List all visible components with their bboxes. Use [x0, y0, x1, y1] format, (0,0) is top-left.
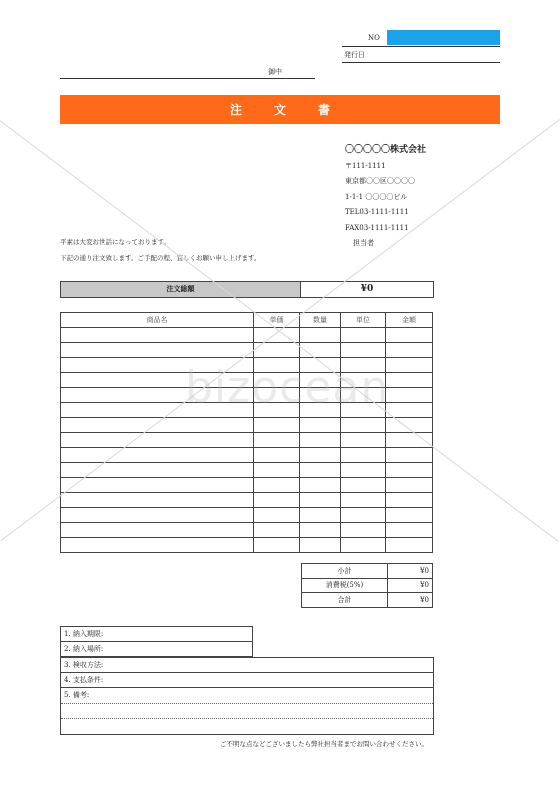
order-total-value: ¥0 — [360, 284, 374, 294]
watermark-text: bizocean — [185, 362, 390, 413]
item-unit-cell[interactable] — [341, 433, 386, 448]
items-table — [60, 312, 433, 553]
item-unit-price-cell[interactable] — [254, 418, 300, 433]
item-row — [61, 523, 433, 538]
recipient-underline — [60, 78, 315, 79]
condition-payment[interactable] — [60, 673, 434, 688]
item-amount-cell[interactable] — [386, 523, 433, 538]
no-underline — [342, 46, 500, 47]
item-amount-cell[interactable] — [386, 388, 433, 403]
item-unit-cell[interactable] — [341, 343, 386, 358]
item-amount-cell[interactable] — [386, 418, 433, 433]
item-unit-price-cell[interactable] — [254, 493, 300, 508]
issue-date-label: 発行日 — [344, 51, 365, 59]
item-product-cell[interactable] — [61, 523, 254, 538]
item-quantity-cell[interactable] — [300, 538, 341, 553]
document-title-bar — [60, 95, 500, 124]
tax-row — [302, 578, 433, 593]
subtotal-label: 小計 — [302, 564, 388, 579]
company-block — [345, 143, 426, 252]
item-amount-cell[interactable] — [386, 358, 433, 373]
item-amount-cell[interactable] — [386, 478, 433, 493]
item-quantity-cell[interactable] — [300, 508, 341, 523]
order-total-box — [60, 281, 434, 298]
item-quantity-cell[interactable] — [300, 523, 341, 538]
item-row — [61, 328, 433, 343]
notes-dotted-line-1 — [61, 703, 433, 704]
item-unit-cell[interactable] — [341, 418, 386, 433]
greeting-line1: 平素は大変お世話になっております。 — [60, 238, 170, 246]
item-unit-cell[interactable] — [341, 448, 386, 463]
item-unit-price-cell[interactable] — [254, 508, 300, 523]
item-product-cell[interactable] — [61, 418, 254, 433]
subtotal-value: ¥0 — [388, 564, 433, 579]
company-tel: TEL03-1111-1111 — [345, 208, 409, 216]
item-unit-cell[interactable] — [341, 328, 386, 343]
item-product-cell[interactable] — [61, 463, 254, 478]
col-header-unit: 単位 — [341, 313, 386, 328]
item-unit-price-cell[interactable] — [254, 463, 300, 478]
item-amount-cell[interactable] — [386, 508, 433, 523]
no-label: NO — [368, 34, 380, 42]
totals-table — [301, 563, 433, 608]
recipient-suffix: 御中 — [268, 68, 282, 76]
item-unit-price-cell[interactable] — [254, 538, 300, 553]
item-unit-cell[interactable] — [341, 463, 386, 478]
item-amount-cell[interactable] — [386, 343, 433, 358]
items-header-row — [61, 313, 433, 328]
item-amount-cell[interactable] — [386, 538, 433, 553]
item-row — [61, 463, 433, 478]
company-address2: 1-1-1 〇〇〇〇ビル — [345, 192, 408, 201]
notes-dotted-line-2 — [61, 718, 433, 719]
tax-label: 消費税(5%) — [302, 578, 388, 593]
item-product-cell[interactable] — [61, 433, 254, 448]
item-quantity-cell[interactable] — [300, 418, 341, 433]
item-product-cell[interactable] — [61, 343, 254, 358]
grand-total-row — [302, 593, 433, 608]
grand-total-value: ¥0 — [388, 593, 433, 608]
item-quantity-cell[interactable] — [300, 328, 341, 343]
item-amount-cell[interactable] — [386, 493, 433, 508]
item-product-cell[interactable] — [61, 448, 254, 463]
col-header-amount: 金額 — [386, 313, 433, 328]
company-fax: FAX03-1111-1111 — [345, 223, 409, 232]
item-amount-cell[interactable] — [386, 328, 433, 343]
col-header-product: 商品名 — [61, 313, 254, 328]
condition-delivery-date-label: 1. 納入期限: — [64, 630, 104, 638]
item-product-cell[interactable] — [61, 538, 254, 553]
condition-notes[interactable] — [60, 688, 434, 735]
condition-delivery-date[interactable] — [60, 626, 253, 642]
item-row — [61, 478, 433, 493]
item-product-cell[interactable] — [61, 493, 254, 508]
footer-note: ご不明な点などございましたら弊社担当者までお問い合わせください。 — [220, 740, 428, 748]
condition-delivery-place[interactable] — [60, 642, 253, 657]
item-unit-price-cell[interactable] — [254, 433, 300, 448]
title-char-1: 注 — [229, 103, 242, 117]
item-unit-price-cell[interactable] — [254, 478, 300, 493]
item-unit-cell[interactable] — [341, 508, 386, 523]
title-char-2: 文 — [273, 103, 286, 117]
company-postal: 〒111-1111 — [345, 161, 386, 170]
greeting-line2: 下記の通り注文致します。ご手配の程、宜しくお願い申し上げます。 — [60, 254, 261, 262]
item-product-cell[interactable] — [61, 328, 254, 343]
company-person-label: 担当者 — [353, 239, 374, 247]
company-address1: 東京都〇〇区〇〇〇〇 — [345, 177, 415, 185]
company-name: 〇〇〇〇〇株式会社 — [345, 145, 427, 155]
order-total-label: 注文総額 — [61, 282, 301, 297]
item-amount-cell[interactable] — [386, 463, 433, 478]
item-quantity-cell[interactable] — [300, 478, 341, 493]
condition-inspection[interactable] — [60, 657, 434, 673]
item-unit-cell[interactable] — [341, 493, 386, 508]
subtotal-row — [302, 564, 433, 579]
col-header-unit-price: 単価 — [254, 313, 300, 328]
item-row — [61, 433, 433, 448]
item-row — [61, 538, 433, 553]
no-field[interactable] — [387, 30, 500, 45]
item-amount-cell[interactable] — [386, 373, 433, 388]
item-row — [61, 493, 433, 508]
item-unit-cell[interactable] — [341, 523, 386, 538]
condition-inspection-label: 3. 検収方法: — [64, 661, 104, 669]
item-unit-price-cell[interactable] — [254, 448, 300, 463]
conditions-block — [60, 626, 434, 735]
title-char-3: 書 — [318, 103, 331, 117]
col-header-quantity: 数量 — [300, 313, 341, 328]
item-product-cell[interactable] — [61, 478, 254, 493]
item-unit-cell[interactable] — [341, 538, 386, 553]
item-quantity-cell[interactable] — [300, 433, 341, 448]
item-row — [61, 508, 433, 523]
grand-total-label: 合計 — [302, 593, 388, 608]
item-product-cell[interactable] — [61, 508, 254, 523]
item-quantity-cell[interactable] — [300, 448, 341, 463]
issue-date-underline — [342, 62, 500, 63]
condition-payment-label: 4. 支払条件: — [64, 676, 104, 684]
condition-notes-label: 5. 備考: — [64, 691, 90, 699]
item-quantity-cell[interactable] — [300, 493, 341, 508]
item-unit-price-cell[interactable] — [254, 523, 300, 538]
item-quantity-cell[interactable] — [300, 463, 341, 478]
condition-delivery-place-label: 2. 納入場所: — [64, 645, 104, 653]
item-row — [61, 448, 433, 463]
tax-value: ¥0 — [388, 578, 433, 593]
item-amount-cell[interactable] — [386, 448, 433, 463]
item-unit-cell[interactable] — [341, 478, 386, 493]
item-row — [61, 418, 433, 433]
